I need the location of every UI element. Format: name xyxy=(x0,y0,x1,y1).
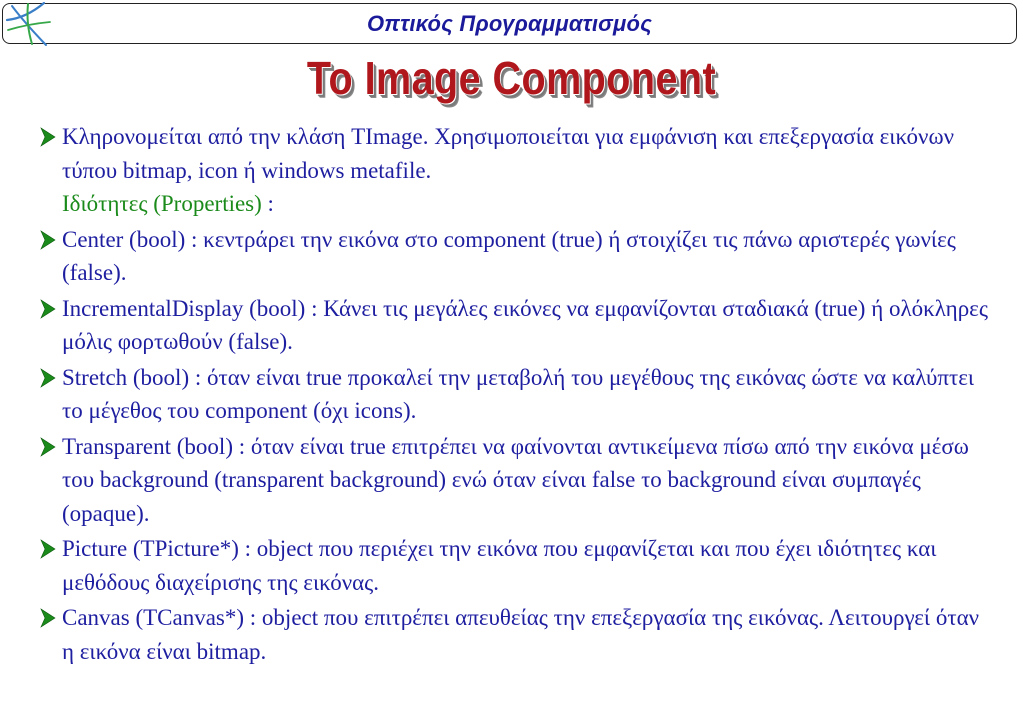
arrow-bullet-icon xyxy=(37,361,59,394)
item-text-canvas: Canvas (TCanvas*) : object που επιτρέπει απευθείας την επεξεργασία της εικόνας. Λειτουργεί όταν η εικόνα είναι bitmap. xyxy=(62,605,980,664)
item-text-transparent: Transparent (bool) : όταν είναι true επιτρέπει να φαίνονται αντικείμενα πίσω από την εικόνα μέσω του background (transparent background) ενώ όταν είναι false το background είναι συμπαγές (opaque). xyxy=(62,433,969,526)
arrow-bullet-icon xyxy=(37,430,59,463)
list-item xyxy=(36,361,996,428)
item-text-center: Center (bool) : κεντράρει την εικόνα στο component (true) ή στοιχίζει τις πάνω αριστερές γωνίες (false). xyxy=(62,226,956,285)
list-item xyxy=(36,430,996,531)
arrow-bullet-icon xyxy=(37,120,59,153)
header-title: Οπτικός Προγραμματισμός xyxy=(367,11,652,36)
list-item xyxy=(36,223,996,290)
arrow-bullet-icon xyxy=(37,601,59,634)
arrow-bullet-icon xyxy=(37,292,59,325)
item-text-picture: Picture (TPicture*) : object που περιέχει την εικόνα που εμφανίζεται και που έχει ιδιότητες και μεθόδους διαχείρισης της εικόνας. xyxy=(62,536,937,595)
properties-label: Ιδιότητες (Properties) xyxy=(62,191,262,216)
list-item-intro xyxy=(36,120,996,187)
item-text-incremental-display: IncrementalDisplay (bool) : Κάνει τις μεγάλες εικόνες να εμφανίζονται σταδιακά (true) ή ολόκληρες μόλις φορτωθούν (false). xyxy=(62,295,988,354)
list-item xyxy=(36,292,996,359)
properties-heading xyxy=(36,187,996,221)
intro-text: Κληρονομείται από την κλάση TImage. Χρησιμοποιείται για εμφάνιση και επεξεργασία εικόνων τύπου bitmap, icon ή windows metafile. xyxy=(62,124,954,183)
star-logo-icon xyxy=(4,0,52,48)
arrow-bullet-icon xyxy=(37,223,59,256)
properties-colon: : xyxy=(261,191,274,216)
content-body xyxy=(36,120,996,668)
item-text-stretch: Stretch (bool) : όταν είναι true προκαλεί την μεταβολή του μεγέθους της εικόνας ώστε να καλύπτει το μέγεθος του component (όχι icons). xyxy=(62,364,975,423)
list-item xyxy=(36,601,996,668)
list-item xyxy=(36,532,996,599)
arrow-bullet-icon xyxy=(37,532,59,565)
slide-title: To Image Component xyxy=(306,52,717,104)
header-bar xyxy=(2,3,1017,44)
